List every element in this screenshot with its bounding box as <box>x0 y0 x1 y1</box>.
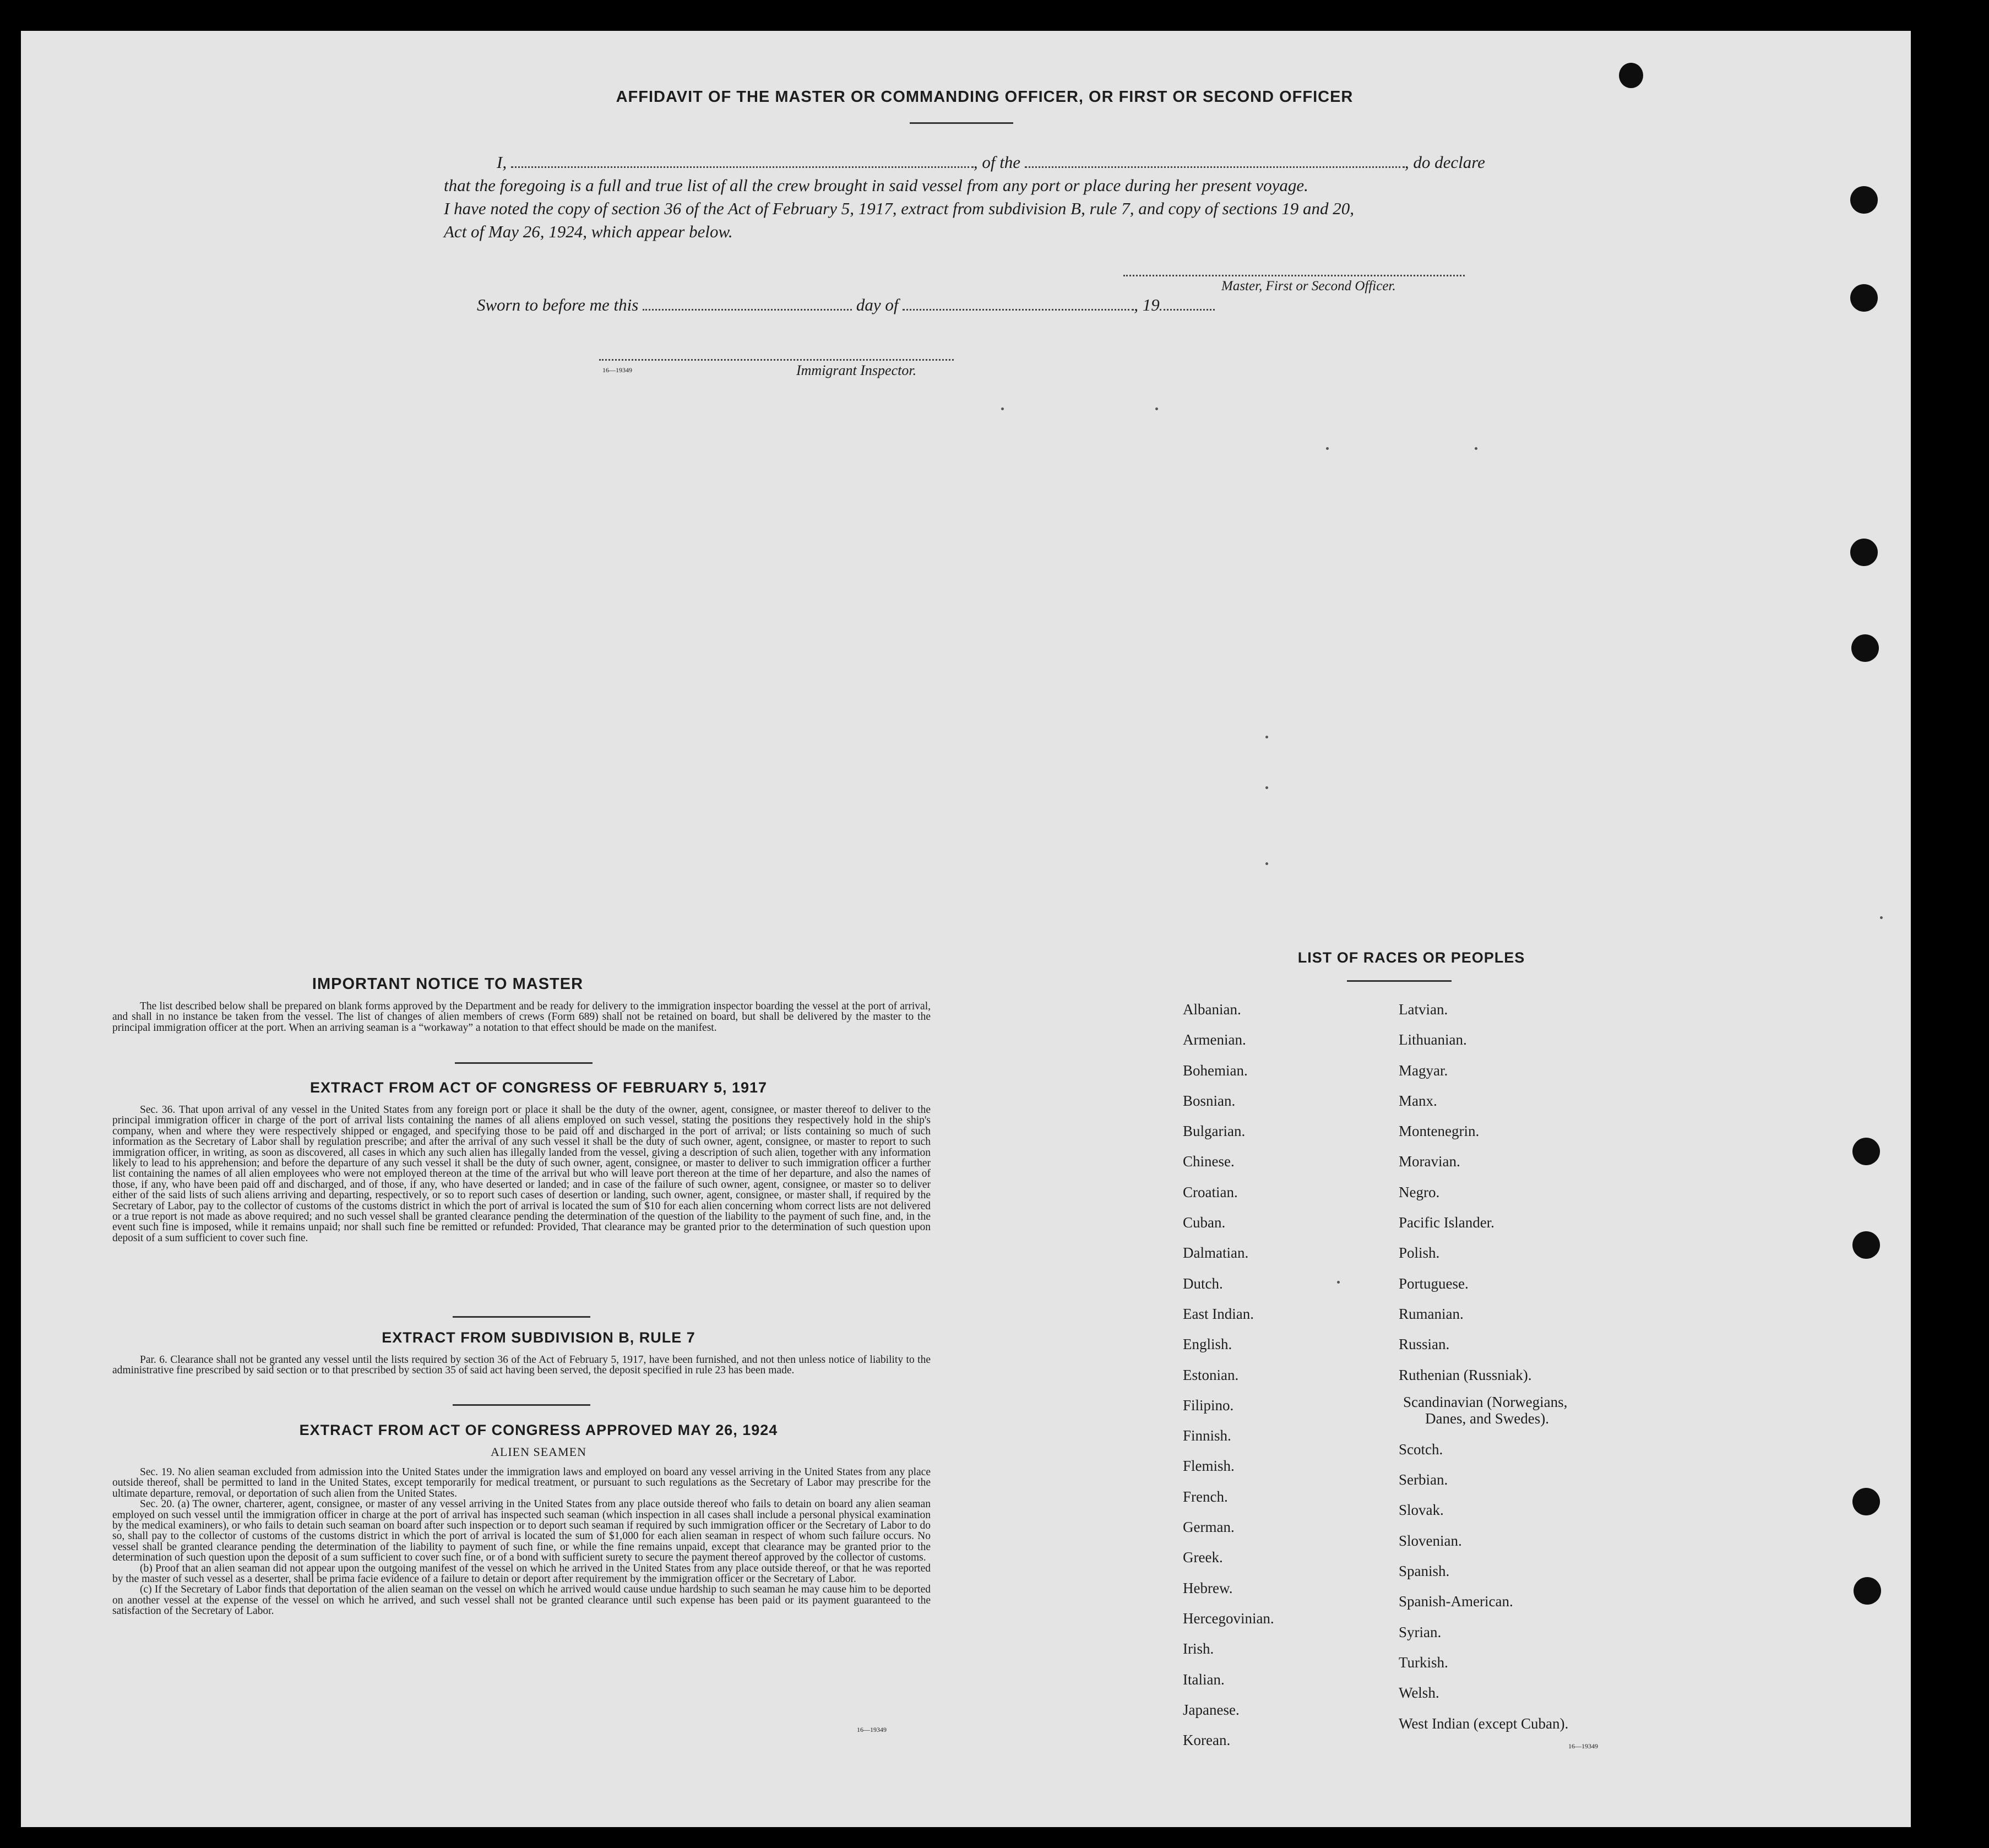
document-page <box>21 31 1911 1827</box>
race-item: Albanian. <box>1183 1001 1241 1018</box>
race-item: Hercegovinian. <box>1183 1610 1274 1627</box>
affidavit-declaration <box>444 151 1512 243</box>
affidavit-title: AFFIDAVIT OF THE MASTER OR COMMANDING OFFICER, OR FIRST OR SECOND OFFICER <box>616 88 1354 106</box>
race-item: Italian. <box>1183 1671 1225 1688</box>
race-item: Negro. <box>1399 1183 1440 1200</box>
race-item: Armenian. <box>1183 1031 1246 1048</box>
speck <box>1001 407 1004 410</box>
race-item: Magyar. <box>1399 1062 1448 1079</box>
sworn-month-blank <box>903 309 1134 311</box>
race-item: Filipino. <box>1183 1396 1234 1414</box>
year-blank <box>1160 309 1215 311</box>
race-item: Flemish. <box>1183 1458 1235 1475</box>
master-signature-line <box>1123 275 1465 276</box>
declaration-line: Act of May 26, 1924, which appear below. <box>444 222 733 241</box>
race-item: Polish. <box>1399 1244 1440 1262</box>
declaration-line: I have noted the copy of section 36 of the Act of February 5, 1917, extract from subdivision B, rule 7, and copy of sections 19 and 20, <box>444 199 1355 218</box>
section-rule <box>453 1404 590 1406</box>
punch-hole <box>1852 1231 1880 1259</box>
speck <box>1265 862 1268 865</box>
punch-hole <box>1854 1577 1881 1605</box>
declaration-line: that the foregoing is a full and true list of all the crew brought in said vessel from any port or place during her present voyage. <box>444 176 1308 195</box>
race-item: Estonian. <box>1183 1366 1239 1383</box>
race-item: Russian. <box>1399 1336 1450 1353</box>
inspector-label: Immigrant Inspector. <box>796 362 917 378</box>
punch-hole <box>1619 63 1643 88</box>
section-rule <box>453 1316 590 1318</box>
form-number: 16—19349 <box>857 1726 887 1733</box>
race-item: Japanese. <box>1183 1701 1240 1718</box>
race-item: Serbian. <box>1399 1471 1448 1488</box>
race-item: Spanish-American. <box>1399 1593 1513 1610</box>
extract-1924-title: EXTRACT FROM ACT OF CONGRESS APPROVED MAY 26, 1924 <box>299 1422 778 1438</box>
sec19-paragraph: Sec. 19. No alien seaman excluded from admission into the United States under the immigration laws and employed on board any vessel arriving in the United States from any place outside thereof, shall be permitted to land in the United States, except temporarily for medical treatment, or pursuant to such regulations as the Secretary of Labor may prescribe for the ultimate departure, removal, or deportation of such alien from the United States. <box>112 1466 931 1499</box>
sec36-paragraph: Sec. 36. That upon arrival of any vessel in the United States from any foreign port or place it shall be the duty of the owner, agent, consignee, or master thereof to deliver to the principal immigration officer in charge of the port of arrival lists containing the names of all aliens employed on such vessel, stating the positions they respectively hold in the ship's company, when and where they were respectively shipped or engaged, and specifying those to be paid off and discharged in the port of arrival; or lists containing so much of such information as the Secretary of Labor shall by regulation prescribe; and after the arrival of any such vessel it shall be the duty of such owner, agent, consignee, or master to report to such immigration officer, in writing, as soon as discovered, all cases in which any such alien has illegally landed from the vessel, giving a description of such alien, together with any information likely to lead to his apprehension; and before the departure of any such vessel it shall be the duty of such owner, agent, consignee, or master to deliver to such immigration officer a further list containing the names of all alien employees who were not employed thereon at the time of the arrival but who will leave port thereon at the time of her departure, and also the names of those, if any, who have been paid off and discharged, and of those, if any, who have deserted or landed; and in case of the failure of such owner, agent, consignee, or master so to deliver either of the said lists of such aliens arriving and departing, respectively, or so to report such cases of desertion or landing, such owner, agent, consignee, or master shall, if required by the Secretary of Labor, pay to the collector of customs of the customs district in which the port of arrival is located the sum of $10 for each alien concerning whom correct lists are not delivered or a true report is not made as above required; and no such vessel shall be granted clearance pending the determination of the question of the liability to the payment of such fine, and, in the event such fine is imposed, while it remains unpaid; nor shall such fine be remitted or refunded: Provided, That clearance may be granted prior to the determination of such question upon deposit of a sum sufficient to cover such fine. <box>112 1104 931 1244</box>
race-item: Pacific Islander. <box>1399 1214 1495 1231</box>
speck <box>1265 736 1268 738</box>
do-declare-label: , do declare <box>1404 153 1485 172</box>
punch-hole <box>1850 186 1878 214</box>
extract-1924-text <box>112 1467 931 1617</box>
sworn-line <box>477 295 1215 315</box>
name-blank <box>511 166 974 168</box>
races-title-rule <box>1347 980 1452 982</box>
speck <box>1155 407 1158 410</box>
punch-hole <box>1850 284 1878 312</box>
inspector-signature-line <box>599 359 954 361</box>
race-item: Dutch. <box>1183 1275 1223 1292</box>
notice-text <box>112 1001 931 1033</box>
par6-paragraph: Par. 6. Clearance shall not be granted any vessel until the lists required by section 36 of the Act of February 5, 1917, have been furnished, and not then unless notice of liability to the administrative fine prescribed by said section or to that prescribed by section 35 of said act having been served, the deposit specified in rule 23 has been made. <box>112 1354 931 1377</box>
alien-seamen-subtitle: ALIEN SEAMEN <box>491 1445 586 1459</box>
punch-hole <box>1852 1488 1880 1515</box>
sworn-day-blank <box>643 309 852 311</box>
race-item: Spanish. <box>1399 1563 1450 1580</box>
declaration-fill-line <box>444 151 1512 174</box>
sec20b-paragraph: (b) Proof that an alien seaman did not appear upon the outgoing manifest of the vessel on which he arrived in the United States from any place outside thereof, or that he was reported by the master of such vessel as a deserter, shall be prima facie evidence of a failure to detain or deport after requirement by the immigration officer or the Secretary of Labor. <box>112 1562 931 1585</box>
race-item: Syrian. <box>1399 1623 1442 1640</box>
form-number: 16—19349 <box>1568 1742 1598 1750</box>
extract-1917-title: EXTRACT FROM ACT OF CONGRESS OF FEBRUARY 5, 1917 <box>309 1079 768 1096</box>
race-item: Scotch. <box>1399 1441 1443 1458</box>
race-item-line: Scandinavian (Norwegians, <box>1403 1393 1568 1410</box>
punch-hole <box>1850 539 1878 566</box>
race-item: English. <box>1183 1336 1232 1353</box>
race-item: Slovenian. <box>1399 1532 1462 1549</box>
i-label: I, <box>497 153 507 172</box>
race-item: Croatian. <box>1183 1183 1238 1200</box>
notice-paragraph: The list described below shall be prepared on blank forms approved by the Department and be ready for delivery to the immigration inspector boarding the vessel at the port of arrival, and shall in no instance be taken from the vessel. The list of changes of alien members of crews (Form 689) shall not be retained on board, but shall be delivered by the master to the principal immigration officer at the port. When an arriving seaman is a “workaway” a notation to that effect should be made on the manifest. <box>112 1001 931 1034</box>
race-item: Latvian. <box>1399 1001 1448 1018</box>
speck <box>1337 1281 1340 1284</box>
notice-title: IMPORTANT NOTICE TO MASTER <box>312 975 584 993</box>
sec20c-paragraph: (c) If the Secretary of Labor finds that deportation of the alien seaman on the vessel on which he arrived would cause undue hardship to such seaman he may cause him to be deported on another vessel at the expense of the vessel on which he arrived, and such vessel shall not be granted clearance until such expense has been paid or its payment guaranteed to the satisfaction of the Secretary of Labor. <box>112 1584 931 1617</box>
sec20a-paragraph: Sec. 20. (a) The owner, charterer, agent, consignee, or master of any vessel arriving in the United States from any place outside thereof who fails to detain on board any alien seaman employed on such vessel until the immigration officer in charge at the port of arrival has inspected such seaman (which inspection in all cases shall include a personal physical examination by the medical examiners), or who fails to detain such seaman on board after such inspection or to deport such seaman if required by such immigration officer or the Secretary of Labor to do so, shall pay to the collector of customs of the customs district in which the port of arrival is located the sum of $1,000 for each alien seaman in respect of whom such failure occurs. No vessel shall be granted clearance pending the determination of the liability to payment of such fine, or while the fine remains unpaid, except that clearance may be granted prior to the determination of such question upon the deposit of a sum sufficient to cover such fine, or of a bond with sufficient surety to secure the payment thereof approved by the collector of customs. <box>112 1498 931 1564</box>
title-rule <box>910 122 1013 124</box>
extract-1917-text <box>112 1105 931 1243</box>
section-rule <box>455 1062 593 1064</box>
race-item: Slovak. <box>1399 1502 1444 1519</box>
race-item: Portuguese. <box>1399 1275 1469 1292</box>
sworn-label: Sworn to before me this <box>477 295 639 314</box>
race-item: Bohemian. <box>1183 1062 1248 1079</box>
race-item: Hebrew. <box>1183 1579 1233 1596</box>
race-item-line: Danes, and Swedes). <box>1425 1410 1549 1427</box>
year-label: , 19 <box>1134 295 1160 314</box>
speck <box>1475 447 1477 450</box>
race-item: Korean. <box>1183 1732 1231 1749</box>
extract-rule7-title: EXTRACT FROM SUBDIVISION B, RULE 7 <box>382 1329 695 1346</box>
speck <box>1880 916 1883 919</box>
race-item: Turkish. <box>1399 1654 1448 1671</box>
race-item: Greek. <box>1183 1549 1223 1566</box>
race-item: Welsh. <box>1399 1684 1439 1702</box>
race-item: Cuban. <box>1183 1214 1226 1231</box>
punch-hole <box>1851 634 1879 662</box>
speck <box>1326 447 1329 450</box>
race-item: Finnish. <box>1183 1427 1231 1444</box>
races-title: LIST OF RACES OR PEOPLES <box>1297 949 1525 966</box>
races-column-1 <box>1183 994 1274 1755</box>
race-item: Lithuanian. <box>1399 1031 1467 1048</box>
day-of-label: day of <box>856 295 899 314</box>
race-item: Moravian. <box>1399 1153 1460 1170</box>
race-item: Rumanian. <box>1399 1305 1464 1322</box>
race-item: Bosnian. <box>1183 1092 1236 1109</box>
race-item: Irish. <box>1183 1640 1214 1657</box>
race-item: East Indian. <box>1183 1305 1254 1322</box>
race-item: Manx. <box>1399 1092 1437 1109</box>
of-the-label: , of the <box>973 153 1021 172</box>
race-item: Montenegrin. <box>1399 1123 1480 1140</box>
race-item: Bulgarian. <box>1183 1123 1246 1140</box>
race-item: Dalmatian. <box>1183 1244 1249 1262</box>
vessel-blank <box>1025 166 1405 168</box>
races-column-2 <box>1399 994 1568 1739</box>
race-item: Ruthenian (Russniak). <box>1399 1366 1532 1383</box>
extract-rule7-text <box>112 1355 931 1376</box>
master-signature-label: Master, First or Second Officer. <box>1221 279 1396 293</box>
speck <box>1265 786 1268 789</box>
race-item: Chinese. <box>1183 1153 1235 1170</box>
race-item: French. <box>1183 1488 1228 1505</box>
punch-hole <box>1852 1138 1880 1165</box>
race-item: West Indian (except Cuban). <box>1399 1715 1569 1732</box>
race-item: German. <box>1183 1519 1235 1536</box>
race-item-scandinavian <box>1399 1390 1568 1434</box>
form-number: 16—19349 <box>602 366 632 374</box>
